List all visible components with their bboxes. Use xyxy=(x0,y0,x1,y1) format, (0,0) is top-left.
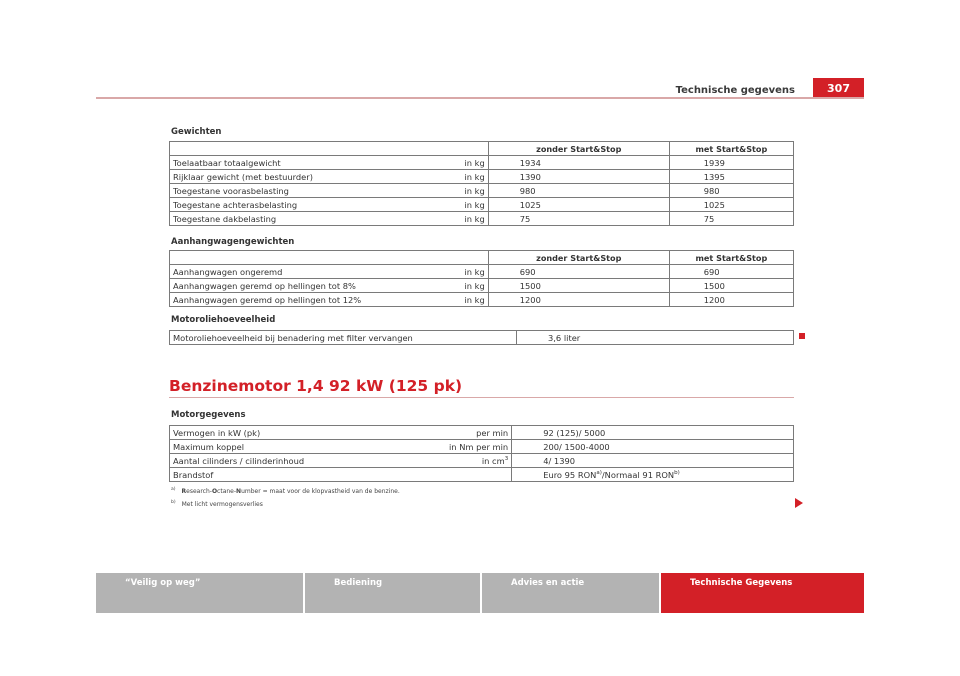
value-without: 690 xyxy=(488,265,669,279)
row-label: Toegestane dakbelasting xyxy=(170,212,447,226)
weights-heading: Gewichten xyxy=(171,127,222,137)
row-unit: in kg xyxy=(446,212,488,226)
value-without: 1500 xyxy=(488,279,669,293)
row-unit xyxy=(446,454,512,468)
table-row xyxy=(170,293,794,307)
table-row xyxy=(170,440,794,454)
row-value: 200/ 1500-4000 xyxy=(512,440,794,454)
nav-tab-veilig-op-weg[interactable]: “Veilig op weg” xyxy=(96,573,303,613)
table-row xyxy=(170,279,794,293)
value-with: 980 xyxy=(669,184,793,198)
oil-value: 3,6 liter xyxy=(517,331,794,345)
table-row xyxy=(170,156,794,170)
row-label: Toegestane achterasbelasting xyxy=(170,198,447,212)
weights-table xyxy=(169,141,794,226)
value-with: 1500 xyxy=(669,279,793,293)
row-label: Toelaatbaar totaalgewicht xyxy=(170,156,447,170)
table-row xyxy=(170,468,794,482)
value-without: 1025 xyxy=(488,198,669,212)
footnote-b: $^{b)}$ Met licht vermogensverlies xyxy=(171,500,263,508)
row-label: Aanhangwagen ongeremd xyxy=(170,265,447,279)
col-header-with-startstop: met Start&Stop xyxy=(669,142,793,156)
value-with: 1939 xyxy=(669,156,793,170)
table-row xyxy=(170,198,794,212)
unit-superscript: 3 xyxy=(504,455,509,462)
oil-table xyxy=(169,330,794,345)
row-label: Aanhangwagen geremd op hellingen tot 12% xyxy=(170,293,447,307)
value-without: 75 xyxy=(488,212,669,226)
col-header-with-startstop: met Start&Stop xyxy=(669,251,793,265)
fuel-value: Euro 95 RON$^{a)}$/Normaal 91 RON$^{b)}$ xyxy=(512,468,794,482)
oil-label: Motoroliehoeveelheid bij benadering met filter vervangen xyxy=(170,331,517,345)
page-number: 307 xyxy=(813,78,864,99)
nav-tab-bediening[interactable]: Bediening xyxy=(305,573,480,613)
table-row xyxy=(170,184,794,198)
title-rule xyxy=(169,397,794,398)
row-value: 92 (125)/ 5000 xyxy=(512,426,794,440)
row-unit: in Nm per min xyxy=(446,440,512,454)
row-label: Brandstof xyxy=(170,468,447,482)
footnote-a: $^{a)}$ Research-Octane-Number = maat voor de klopvastheid van de benzine. xyxy=(171,487,400,495)
trailer-heading: Aanhangwagengewichten xyxy=(171,237,295,247)
table-row xyxy=(170,212,794,226)
value-without: 980 xyxy=(488,184,669,198)
footnote-ref-b[interactable]: b) xyxy=(674,469,680,476)
trailer-table xyxy=(169,250,794,307)
row-unit: in kg xyxy=(446,198,488,212)
row-unit: in kg xyxy=(446,184,488,198)
table-row xyxy=(170,426,794,440)
value-without: 1200 xyxy=(488,293,669,307)
table-header-row xyxy=(170,251,794,265)
value-with: 75 xyxy=(669,212,793,226)
row-unit: in kg xyxy=(446,156,488,170)
engine-table xyxy=(169,425,794,482)
nav-tab-advies-en-actie[interactable]: Advies en actie xyxy=(482,573,659,613)
row-label: Rijklaar gewicht (met bestuurder) xyxy=(170,170,447,184)
row-unit: in kg xyxy=(446,279,488,293)
row-label: Toegestane voorasbelasting xyxy=(170,184,447,198)
table-header-row xyxy=(170,142,794,156)
row-unit: in kg xyxy=(446,293,488,307)
table-row xyxy=(170,265,794,279)
row-unit: per min xyxy=(446,426,512,440)
value-without: 1934 xyxy=(488,156,669,170)
col-header-without-startstop: zonder Start&Stop xyxy=(488,142,669,156)
header-rule xyxy=(96,97,864,99)
row-label: Maximum koppel xyxy=(170,440,447,454)
table-row xyxy=(170,170,794,184)
value-with: 690 xyxy=(669,265,793,279)
table-row xyxy=(170,454,794,468)
value-without: 1390 xyxy=(488,170,669,184)
row-unit: in kg xyxy=(446,170,488,184)
row-label: Vermogen in kW (pk) xyxy=(170,426,447,440)
value-with: 1395 xyxy=(669,170,793,184)
row-label: Aanhangwagen geremd op hellingen tot 8% xyxy=(170,279,447,293)
next-page-arrow-icon[interactable] xyxy=(795,498,803,508)
nav-tab-technische-gegevens[interactable]: Technische Gegevens xyxy=(661,573,864,613)
engine-title: Benzinemotor 1,4 92 kW (125 pk) xyxy=(169,377,463,395)
oil-heading: Motoroliehoeveelheid xyxy=(171,315,276,325)
value-with: 1200 xyxy=(669,293,793,307)
footnote-ref-a[interactable]: a) xyxy=(596,469,602,476)
engine-heading: Motorgegevens xyxy=(171,410,246,420)
row-label: Aantal cilinders / cilinderinhoud xyxy=(170,454,447,468)
row-unit: in kg xyxy=(446,265,488,279)
row-value: 4/ 1390 xyxy=(512,454,794,468)
running-header-title: Technische gegevens xyxy=(675,85,795,96)
table-row xyxy=(170,331,794,345)
col-header-without-startstop: zonder Start&Stop xyxy=(488,251,669,265)
unit-text: in cm xyxy=(481,455,505,466)
section-end-marker xyxy=(799,333,805,339)
value-with: 1025 xyxy=(669,198,793,212)
